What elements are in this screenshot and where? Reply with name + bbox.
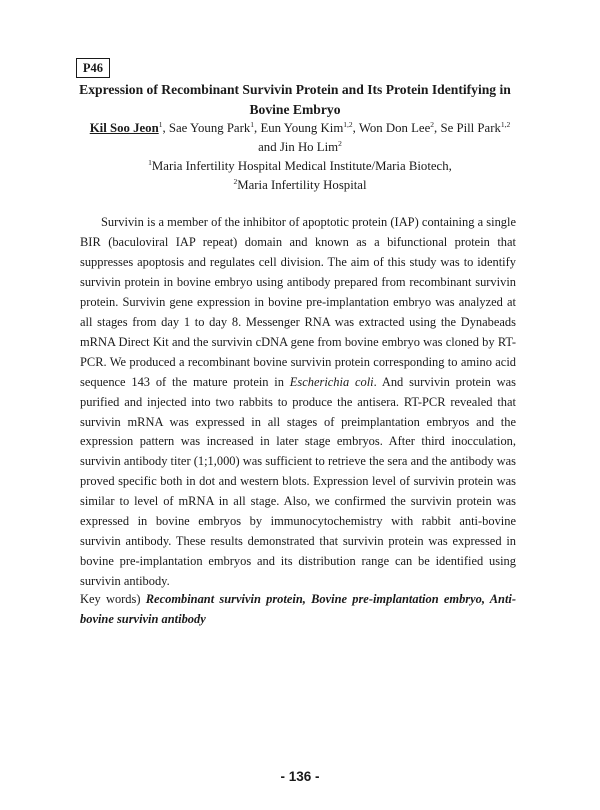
presenting-author: Kil Soo Jeon bbox=[89, 121, 159, 135]
author-name: Jin Ho Lim bbox=[279, 140, 339, 154]
author-superscript: 1,2 bbox=[500, 120, 511, 129]
author-superscript: 1,2 bbox=[343, 120, 353, 129]
author-name: Won Don Lee bbox=[358, 121, 431, 135]
page-number: - 136 - bbox=[280, 769, 320, 784]
poster-id-box: P46 bbox=[76, 58, 110, 78]
author-list: Kil Soo Jeon$^1$, Sae Young Park$^1$, Eun Young Kim$^{1,2}$, Won Don Lee$^2$, Se Pill Park$^{1,2}$ and Jin Ho Lim$^2$ bbox=[89, 120, 511, 154]
keywords-section bbox=[80, 589, 516, 629]
keywords-values: Recombinant survivin protein, Bovine pre-implantation embryo, Anti-bovine survivin antibody bbox=[80, 592, 517, 626]
abstract-text-part-1: Survivin is a member of the inhibitor of apoptotic protein (IAP) containing a single BIR (baculoviral IAP repeat) domain and known as a bifunctional protein that suppresses apoptosis and regulates cell division. The aim of this study was to identify survivin protein in bovine embryo using antibody prepared from recombinant survivin protein. Survivin gene expression in bovine pre-implantation embryo was analyzed at all stages from day 1 to day 8. Messenger RNA was extracted using the Dynabeads mRNA Direct Kit and the survivin cDNA gene from bovine embryo was cloned by RT-PCR. We produced a recombinant bovine survivin protein corresponding to amino acid sequence 143 of the mature protein in bbox=[80, 215, 516, 389]
author-superscript: 1 bbox=[158, 120, 163, 129]
author-name: Sae Young Park bbox=[168, 121, 251, 135]
paper-title: Expression of Recombinant Survivin Protein and Its Protein Identifying in Bovine Embryo bbox=[79, 82, 511, 117]
affiliation-superscript: 1 bbox=[148, 158, 152, 167]
affiliation-text: Maria Infertility Hospital bbox=[237, 178, 367, 192]
affiliation-text: Maria Infertility Hospital Medical Institute/Maria Biotech, bbox=[151, 159, 452, 173]
author-name: Eun Young Kim bbox=[260, 121, 344, 135]
author-superscript: 1 bbox=[250, 120, 255, 129]
organism-name: Escherichia coli bbox=[289, 374, 374, 389]
author-name: Se Pill Park bbox=[440, 121, 501, 135]
affiliation-1 bbox=[60, 157, 540, 176]
keywords-label: Key words) bbox=[80, 592, 141, 606]
abstract-body bbox=[80, 213, 516, 592]
affiliation-2 bbox=[60, 176, 540, 195]
author-superscript: 2 bbox=[430, 120, 435, 129]
affiliation-superscript: 2 bbox=[233, 177, 238, 186]
author-conjunction: and bbox=[258, 140, 277, 154]
author-superscript: 2 bbox=[338, 139, 342, 148]
abstract-text-part-2: . And survivin protein was purified and injected into two rabbits to produce the antisera. RT-PCR revealed that survivin mRNA was expressed in all stages of preimplantation embryos and the expression pattern was increased in later stage embryos. After third inocculation, survivin antibody titer (1;1,000) was sufficient to retrieve the sera and the antibody was proved specific both in dot and western blots. Expression level of survivin protein was similar to level of mRNA in all stage. Also, we confirmed the survivin protein was expressed in bovine embryos by immunocytochemistry with rabbit anti-bovine survivin antibody. These results demonstrated that survivin protein was expressed in bovine pre-implantation embryos and its distribution range can be identified using survivin antibody. bbox=[80, 374, 516, 589]
